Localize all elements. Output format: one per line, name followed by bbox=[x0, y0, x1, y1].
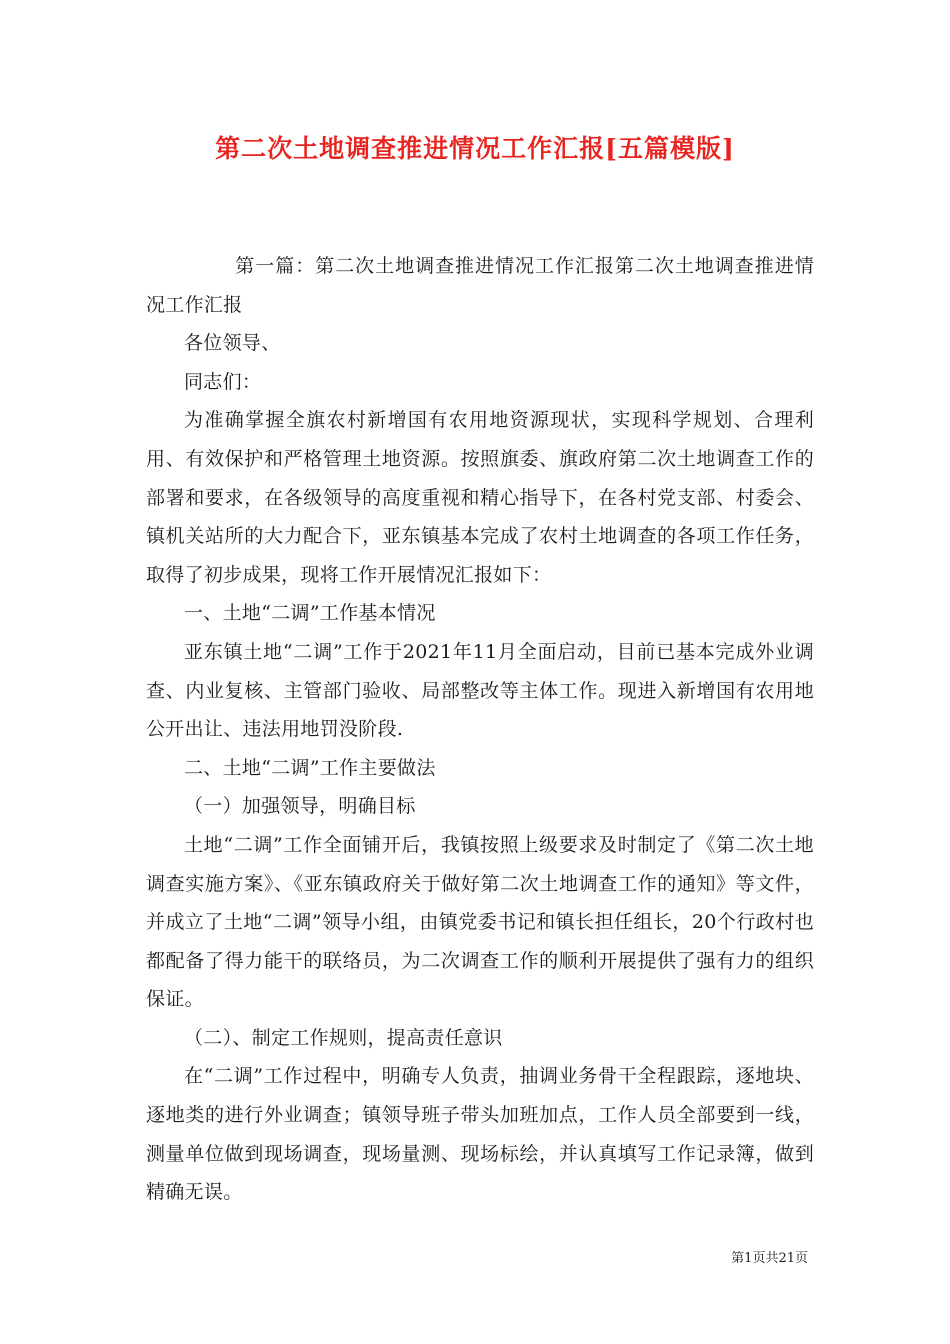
body-paragraph: 亚东镇土地“二调”工作于2021年11月全面启动，目前已基本完成外业调查、内业复核、主管部门验收、局部整改等主体工作。现进入新增国有农用地公开出让、违法用地罚没阶段. bbox=[146, 640, 814, 741]
document-body bbox=[146, 247, 814, 1212]
section-heading: 一、土地“二调”工作基本情况 bbox=[184, 602, 436, 625]
section-heading-paragraph: 第一篇：第二次土地调查推进情况工作汇报第二次土地调查推进情况工作汇报 bbox=[146, 255, 814, 316]
salutation-line: 各位领导、 bbox=[184, 332, 281, 355]
body-paragraph: 为准确掌握全旗农村新增国有农用地资源现状，实现科学规划、合理利用、有效保护和严格管理土地资源。按照旗委、旗政府第二次土地调查工作的部署和要求，在各级领导的高度重视和精心指导下，在各村党支部、村委会、镇机关站所的大力配合下，亚东镇基本完成了农村土地调查的各项工作任务，取得了初步成果，现将工作开展情况汇报如下： bbox=[146, 409, 814, 586]
body-paragraph: 在“二调”工作过程中，明确专人负责，抽调业务骨干全程跟踪，逐地块、逐地类的进行外业调查；镇领导班子带头加班加点，工作人员全部要到一线，测量单位做到现场调查，现场量测、现场标绘，并认真填写工作记录簿，做到精确无误。 bbox=[146, 1065, 814, 1204]
section-heading: 二、土地“二调”工作主要做法 bbox=[184, 756, 436, 779]
document-title: 第二次土地调查推进情况工作汇报[五篇模版] bbox=[215, 134, 735, 163]
subsection-heading: （二）、制定工作规则，提高责任意识 bbox=[184, 1026, 503, 1049]
subsection-heading: （一）加强领导，明确目标 bbox=[184, 795, 416, 818]
salutation-line: 同志们： bbox=[184, 370, 262, 393]
body-paragraph: 土地“二调”工作全面铺开后，我镇按照上级要求及时制定了《第二次土地调查实施方案》、《亚东镇政府关于做好第二次土地调查工作的通知》等文件，并成立了土地“二调”领导小组，由镇党委书记和镇长担任组长，20个行政村也都配备了得力能干的联络员，为二次调查工作的顺利开展提供了强有力的组织保证。 bbox=[146, 833, 814, 1011]
page-number: 第1页共21页 bbox=[731, 1251, 808, 1266]
